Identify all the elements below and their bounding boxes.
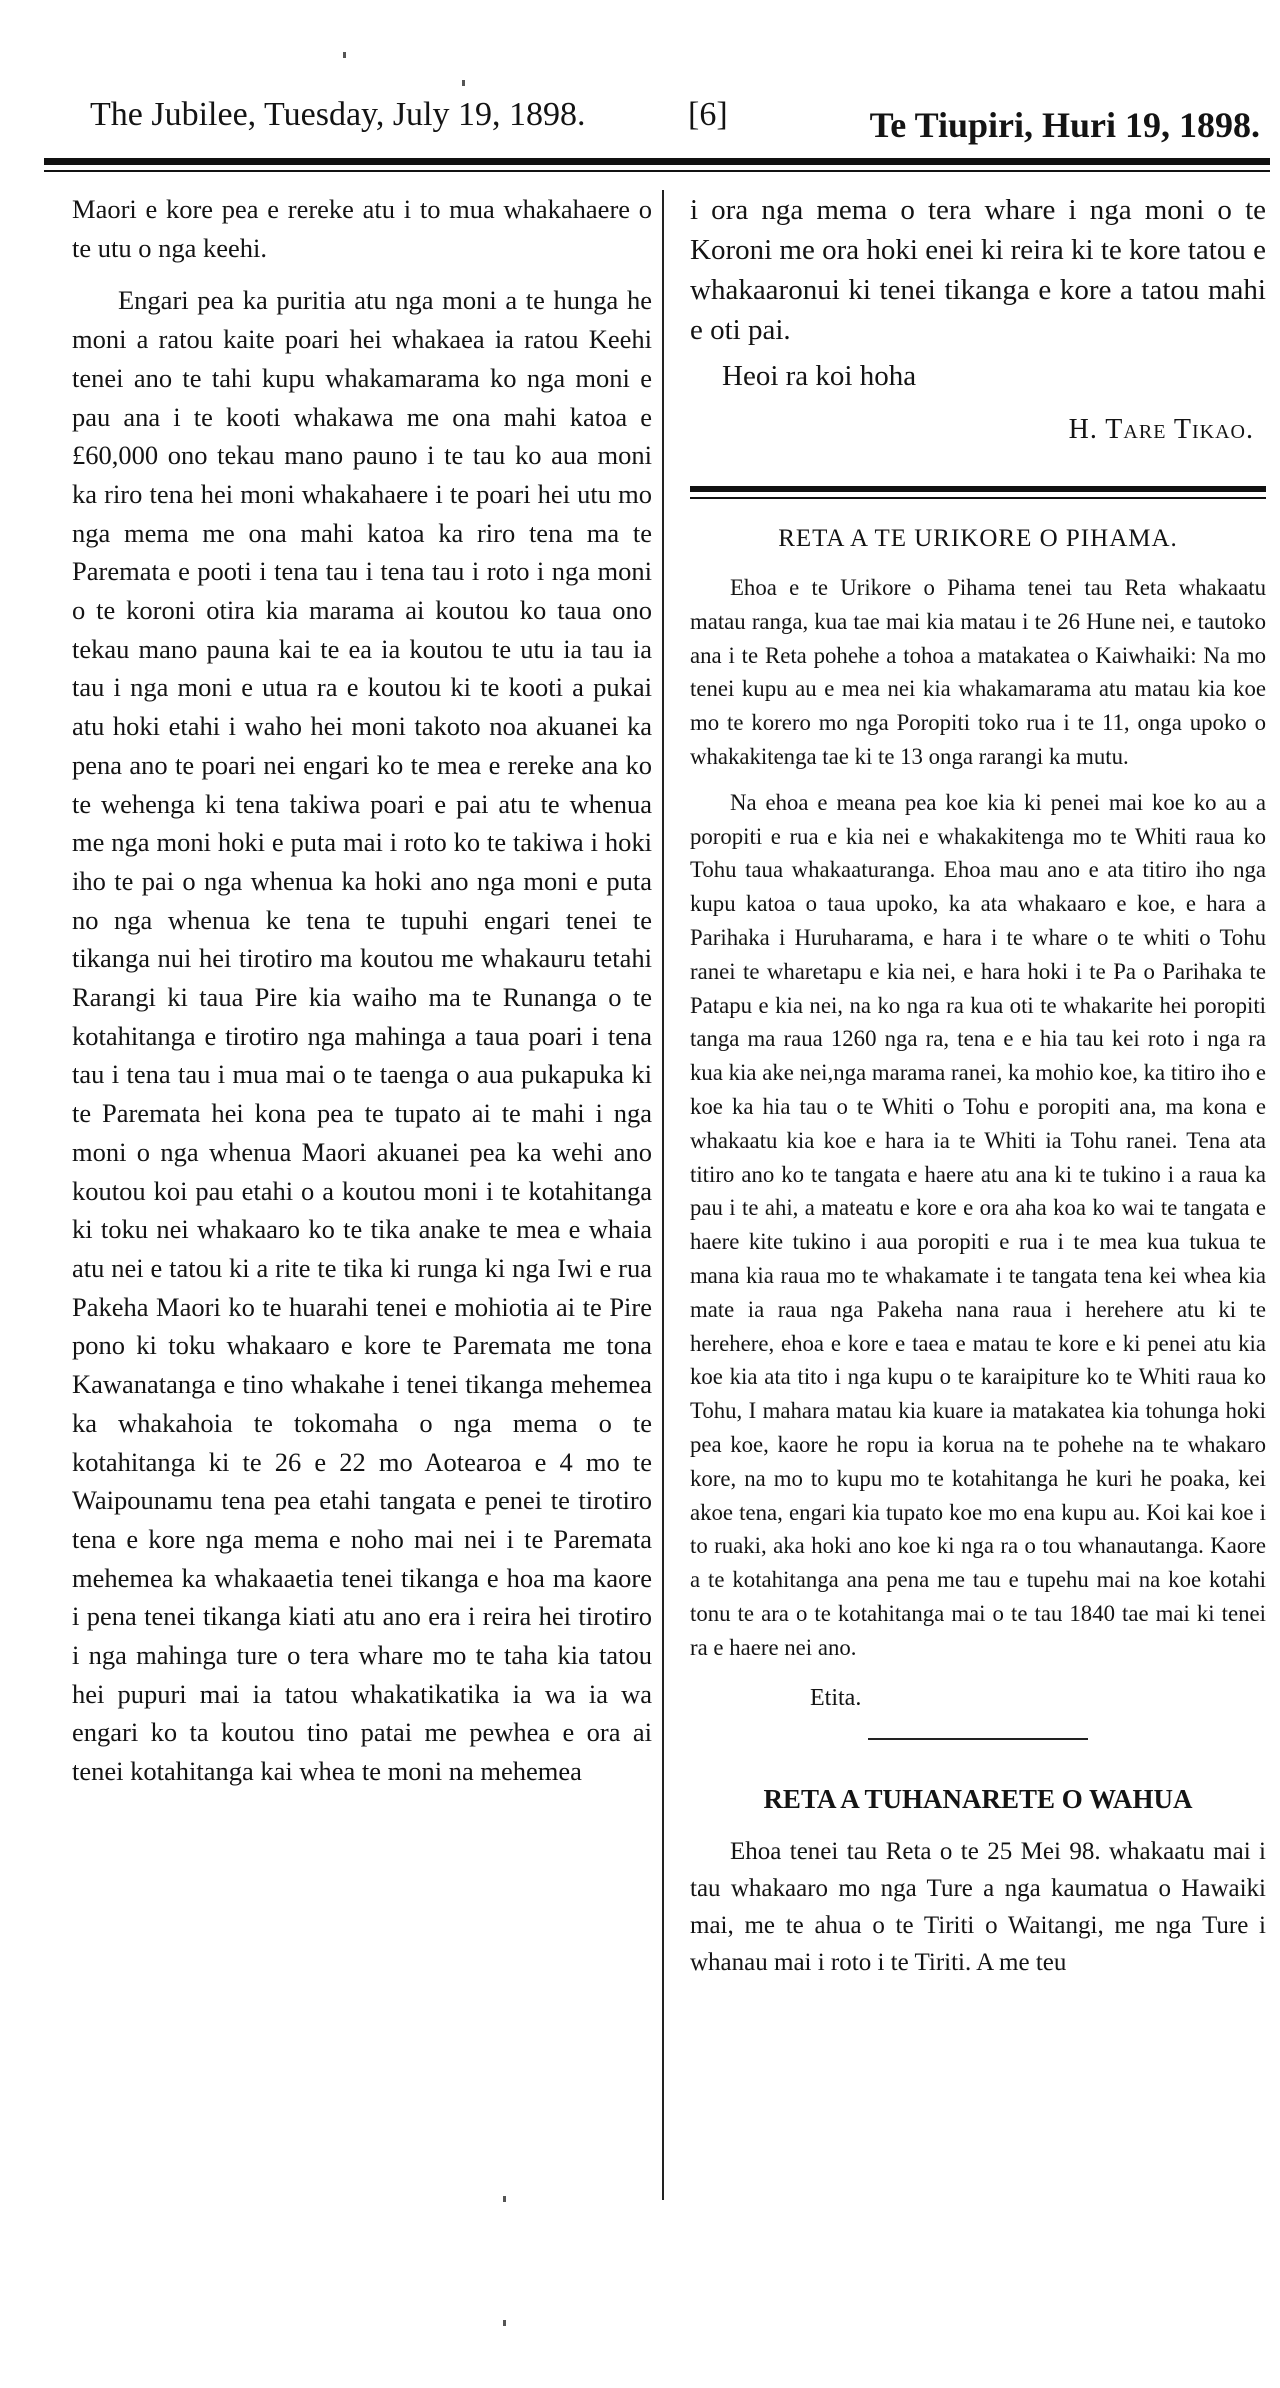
print-speck <box>503 2196 506 2202</box>
page-number: [6] <box>688 96 728 133</box>
header-maori-title: Te Tiupiri, Huri 19, 1898. <box>869 105 1260 145</box>
page-header <box>0 0 1280 180</box>
letter-continuation <box>690 190 1266 350</box>
section-body-wahua <box>690 1833 1266 1981</box>
section-heading-wahua: RETA A TUHANARETE O WAHUA <box>763 1783 1193 1814</box>
section-heading-pihama: RETA A TE URIKORE O PIHAMA. <box>778 525 1178 552</box>
header-rule-thin <box>44 170 1270 172</box>
body-paragraph: Ehoa tenei tau Reta o te 25 Mei 98. whakaatu mai i tau whakaaro mo nga Ture a nga kaumatua o Hawaiki mai, me te ahua o te Tiriti o Waitangi, me nga Ture i whanau mai i roto i te Tiriti. A me teu <box>690 1837 1266 1976</box>
column-divider <box>662 190 664 2200</box>
body-paragraph: Na ehoa e meana pea koe kia ki penei mai koe ko au a poropiti e rua e kia nei e whakakitenga mo te Whiti raua ko Tohu taua whakaaturanga. Ehoa mau ano e ata titiro iho nga kupu katoa o taua upoko, ka ata whakaaro e koe, e hara a Parihaka i Huruharama, e hara i te whare o te whiti o Tohu ranei te wharetapu e kia nei, e hara hoki i te Pa o Parihaka te Patapu e kia nei, na ko nga ra kua oti te whakarite hei poropiti tanga ma raua 1260 nga ra, tena e e hia tau kei roto i nga ra kua kia ake nei,nga marama ranei, ka mohio koe, ka titiro iho e koe ka hia tau o te Whiti o Tohu e poropiti ana, ma kona e whakaatu kia koe e hara ia te Whiti ia Tohu ranei. Tena ata titiro ano ko te tangata e haere atu ana ki te tukino i a raua ka pau i te ahi, a mateatu e kore e ora aha koa ko wai te tangata e haere kite tukino i aua poropiti e rua i te mea kua tukua te mana kia raua mo te whakamate i te tangata tena kei whea kia mate ia raua nga Pakeha nana raua i herehere atu ki te herehere, ehoa e kore e taea e matau te kore e ki penei atu kia koe kia ata tito i nga kupu o te karaipiture ko te Whiti raua ko Tohu, I mahara matau kia kuare ia matakatea kia tohunga hoki pea koe, kaore he ropu ia korua na te pohehe na te whakaro kore, na mo to kupu mo te kotahitanga he kuri he poaka, kei akoe tena, engari kia tupato koe mo ena kupu au. Koi kai koe i to ruaki, aka hoki ano koe ki nga ra o tou whanautanga. Kaore a te kotahitanga ana pena me tau e tupehu mai na koe kotahi tonu te ara o te kotahitanga mai o te tau 1840 tae mai ki tenei ra e haere nei ano. <box>690 789 1266 1660</box>
letter-end-text: i ora nga mema o tera whare i nga moni o te Koroni me ora hoki enei ki reira ki te kore tatou e whakaaronui ki tenei tikanga e kore a tatou mahi e oti pai. <box>690 194 1266 346</box>
editor-signoff: Etita. <box>810 1684 862 1711</box>
header-rule-thick <box>44 158 1270 165</box>
print-speck <box>503 2320 506 2326</box>
letter-closing: Heoi ra koi hoha <box>722 360 917 392</box>
print-speck <box>343 52 346 58</box>
left-column <box>72 190 652 1791</box>
print-speck <box>462 80 465 86</box>
right-column <box>690 190 1266 1981</box>
header-english-title: The Jubilee, Tuesday, July 19, 1898. <box>90 96 586 133</box>
left-paragraph: Maori e kore pea e rereke atu i to mua whakahaere o te utu o nga keehi. <box>72 194 652 263</box>
body-paragraph: Ehoa e te Urikore o Pihama tenei tau Reta whakaatu matau ranga, kua tae mai kia matau i te 26 Hune nei, e tautoko ana i te Reta pohehe a tohoa a matakatea o Kaiwhaiki: Na mo tenei kupu au e mea nei kia whakamarama atu matau kia koe mo te korero mo nga Poropiti toko rua i te 11, onga upoko o whakakitenga tae ki te 13 onga rarangi ka mutu. <box>690 575 1266 769</box>
section-body-pihama <box>690 571 1266 1665</box>
section-separator <box>868 1738 1088 1740</box>
letter-signature: H. Tare Tikao. <box>1068 414 1254 445</box>
section-rule-thick <box>690 486 1266 492</box>
section-rule-thin <box>690 497 1266 499</box>
left-paragraph: Engari pea ka puritia atu nga moni a te hunga he moni a ratou kaite poari hei whakaea ia ratou Keehi tenei ano te tahi kupu whakamarama ko nga moni e pau ana i te kooti whakawa me ona mahi katoa e £60,000 ono tekau mano pauno i te tau ko aua moni ka riro tena hei moni whakahaere i te poari hei utu mo nga mema me ona mahi katoa ka riro tena ma te Paremata e pooti i tena tau i tena tau i roto i nga moni o te koroni otira kia marama ai koutou ko taua ono tekau mano pauna kai te ea ia koutou te utu ia tau ia tau i nga moni e utua ra e koutou ki te kooti a pukai atu hoki etahi i waho hei moni takoto noa akuanei ka pena ano te poari nei engari ko te mea e rereke ana ko te wehenga ki tena takiwa poari e pai atu te whenua me nga moni hoki e puta mai i roto ko te takiwa i hoki iho te pai o nga whenua ka hoki ano nga moni e puta no nga whenua ke tena te tupuhi engari tenei te tikanga nui hei tirotiro ma koutou me whakauru tetahi Rarangi ki taua Pire kia waiho ma te Runanga o te kotahitanga e tirotiro nga mahinga a taua poari i tena tau i tena tau i mua mai o te taenga o aua pukapuka ki te Paremata hei kona pea te tupato ai te mahi i nga moni o nga whenua Maori akuanei pea ka wehi ano koutou koi pau etahi o a koutou moni i te kotahitanga ki toku nei whakaaro ko te tika anake te mea e whaia atu nei e tatou ki a rite te tika ki runga ki nga Iwi e rua Pakeha Maori ko te huarahi tenei e mohiotia ai te Pire pono ki toku whakaaro e kore te Paremata me tona Kawanatanga e tino whakahe i tenei tikanga mehemea ka whakahoia te tokomaha o nga mema o te kotahitanga ki te 26 e 22 mo Aotearoa e 4 mo te Waipounamu tena pea etahi tangata e penei te tirotiro tena e kore nga mema e noho mai nei i te Paremata mehemea ka whakaaetia tenei tikanga e hoa ma kaore i pena tenei tikanga kiati atu ano era i reira hei tirotiro i nga mahinga ture o tera whare mo te taha kia tatou hei pupuri mai ia tatou whakatikatika ia wa ia wa engari ko ta koutou tino patai me pewhea e ora ai tenei kotahitanga kai whea te moni na mehemea <box>72 285 652 1787</box>
